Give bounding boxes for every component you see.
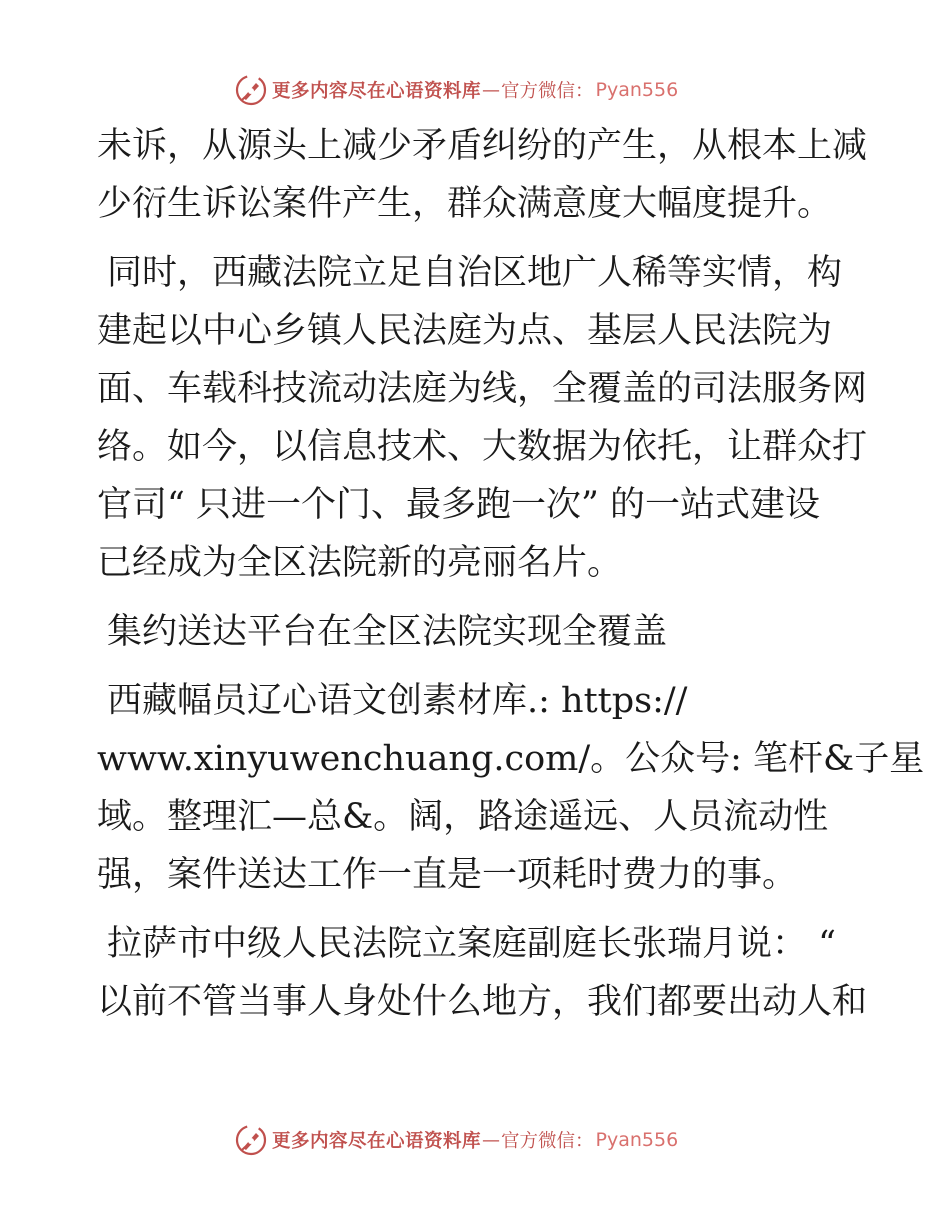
text-line: 已经成为全区法院新的亮丽名片。 [97, 543, 623, 583]
header-watermark [234, 73, 678, 107]
text-line: 建起以中心乡镇人民法庭为点、基层人民法院为 [97, 311, 833, 351]
text-line: 未诉，从源头上减少矛盾纠纷的产生，从根本上减 [97, 126, 868, 166]
watermark-dash: — [482, 79, 501, 101]
text-line: www.xinyuwenchuang.com/。公众号: 笔杆&子星 [97, 739, 925, 779]
footer-watermark [234, 1123, 678, 1157]
text-line: 西藏幅员辽心语文创素材库.: https:// [107, 681, 688, 721]
watermark-wechat-id: Pyan556 [595, 79, 679, 101]
text-line: 强，案件送达工作一直是一项耗时费力的事。 [97, 855, 798, 895]
text-line: 官司“ 只进一个门、最多跑一次” 的一站式建设 [97, 485, 821, 525]
text-line: 集约送达平台在全区法院实现全覆盖 [107, 612, 668, 652]
watermark-main-text: 更多内容尽在心语资料库 [272, 81, 482, 102]
watermark-sub-text: 官方微信： [501, 81, 594, 102]
watermark-dash: — [482, 1129, 501, 1151]
watermark-main-text: 更多内容尽在心语资料库 [272, 1131, 482, 1152]
paragraph-1 [97, 117, 868, 233]
text-line: 以前不管当事人身处什么地方，我们都要出动人和 [97, 982, 868, 1022]
text-line: 少衍生诉讼案件产生，群众满意度大幅度提升。 [97, 184, 833, 224]
text-line: 域。整理汇—总&。阔，路途遥远、人员流动性 [97, 797, 829, 837]
pen-circle-logo-icon [234, 73, 268, 107]
text-line: 络。如今，以信息技术、大数据为依托，让群众打 [97, 427, 868, 467]
paragraph-4 [97, 915, 868, 1031]
text-line: 拉萨市中级人民法院立案庭副庭长张瑞月说： “ [107, 924, 837, 964]
paragraph-2 [97, 244, 868, 592]
section-heading [97, 603, 857, 661]
pen-circle-logo-icon [234, 1123, 268, 1157]
paragraph-3 [97, 672, 925, 904]
text-line: 面、车载科技流动法庭为线，全覆盖的司法服务网 [97, 369, 868, 409]
text-line: 同时，西藏法院立足自治区地广人稀等实情，构 [107, 253, 843, 293]
watermark-wechat-id: Pyan556 [595, 1129, 679, 1151]
watermark-sub-text: 官方微信： [501, 1131, 594, 1152]
document-body [97, 117, 925, 1042]
